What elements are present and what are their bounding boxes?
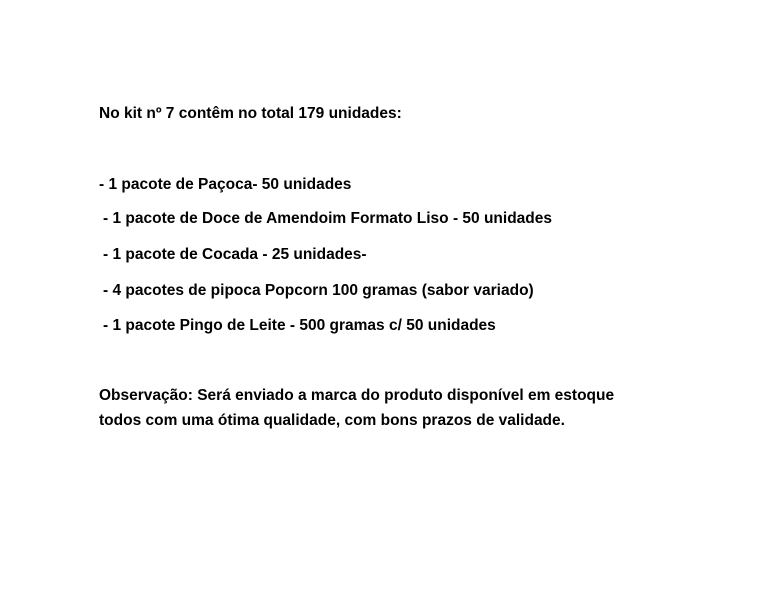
list-item: - 4 pacotes de pipoca Popcorn 100 gramas (sabor variado) [103,282,534,299]
kit-intro-text: No kit nº 7 contêm no total 179 unidades: [99,105,402,122]
list-item: - 1 pacote de Cocada - 25 unidades- [103,246,367,263]
observation-line-2: todos com uma ótima qualidade, com bons prazos de validade. [99,412,565,429]
list-item: - 1 pacote Pingo de Leite - 500 gramas c/ 50 unidades [103,317,496,334]
list-item: - 1 pacote de Doce de Amendoim Formato Liso - 50 unidades [103,210,553,227]
observation-line-1: Observação: Será enviado a marca do produto disponível em estoque [99,387,615,404]
list-item: - 1 pacote de Paçoca- 50 unidades [99,176,352,193]
